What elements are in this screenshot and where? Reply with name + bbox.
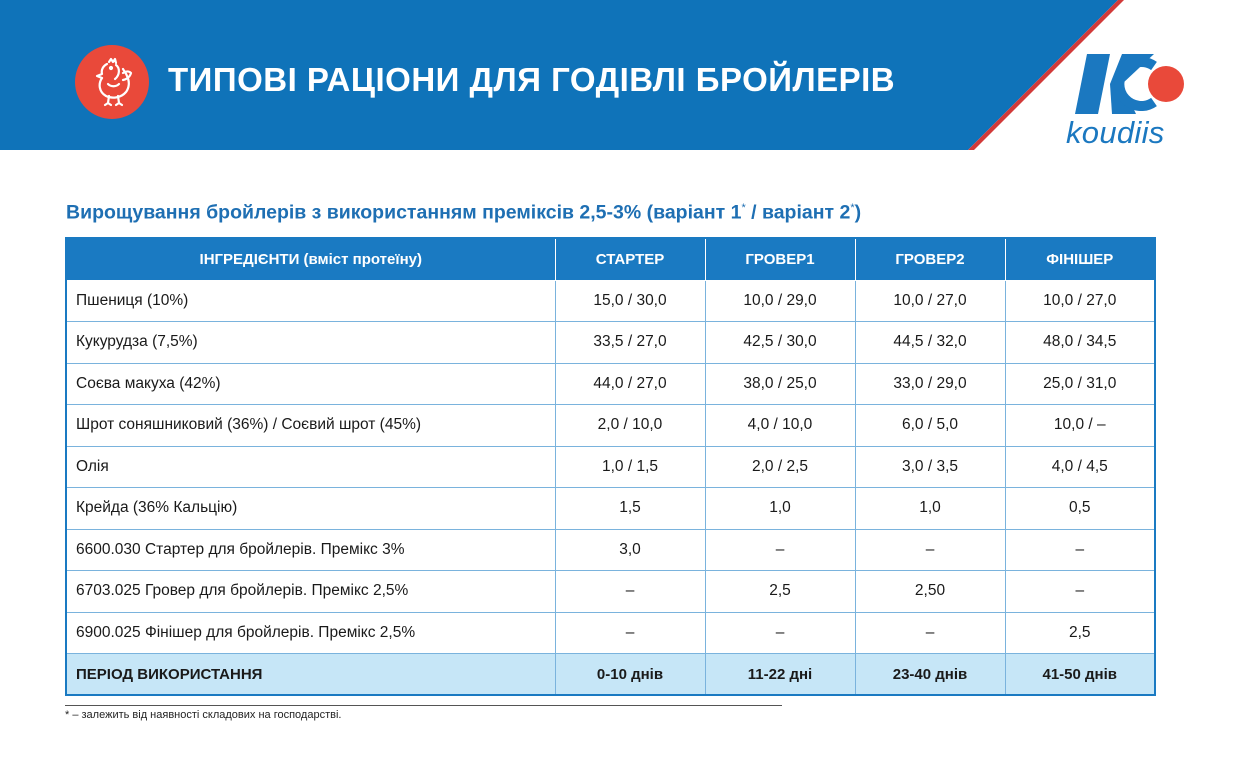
chicken-badge [75, 45, 149, 119]
cell-value: 1,5 [555, 488, 705, 530]
cell-value: – [855, 529, 1005, 571]
cell-value: 2,0 / 10,0 [555, 405, 705, 447]
period-row [66, 654, 1155, 696]
cell-value: 1,0 [855, 488, 1005, 530]
cell-value: 44,5 / 32,0 [855, 322, 1005, 364]
cell-value: 33,0 / 29,0 [855, 363, 1005, 405]
subtitle-text: Вирощування бройлерів з використанням преміксів 2,5-3% (варіант 1 [66, 201, 742, 224]
cell-value: 10,0 / 27,0 [855, 280, 1005, 322]
table-header-row [66, 238, 1155, 280]
table-row [66, 529, 1155, 571]
cell-value: 42,5 / 30,0 [705, 322, 855, 364]
header-starter: СТАРТЕР [555, 238, 705, 280]
ingredient-name: Соєва макуха (42%) [66, 363, 555, 405]
cell-value: – [1005, 529, 1155, 571]
ingredient-name: Пшениця (10%) [66, 280, 555, 322]
footnote: * – залежить від наявності складових на господарстві. [65, 709, 342, 721]
cell-value: 4,0 / 10,0 [705, 405, 855, 447]
cell-value: 2,0 / 2,5 [705, 446, 855, 488]
ingredient-name: 6600.030 Стартер для бройлерів. Премікс 3% [66, 529, 555, 571]
table-row [66, 363, 1155, 405]
page-title: ТИПОВІ РАЦІОНИ ДЛЯ ГОДІВЛІ БРОЙЛЕРІВ [168, 61, 896, 98]
period-starter: 0-10 днів [555, 654, 705, 696]
table-row [66, 488, 1155, 530]
cell-value: 38,0 / 25,0 [705, 363, 855, 405]
cell-value: 10,0 / 27,0 [1005, 280, 1155, 322]
ingredient-name: 6703.025 Гровер для бройлерів. Премікс 2,5% [66, 571, 555, 613]
subtitle-asterisk: * [741, 202, 746, 214]
table-row [66, 322, 1155, 364]
cell-value: 0,5 [1005, 488, 1155, 530]
footnote-divider [65, 705, 782, 706]
cell-value: 10,0 / – [1005, 405, 1155, 447]
cell-value: 3,0 [555, 529, 705, 571]
ingredient-name: Шрот соняшниковий (36%) / Соєвий шрот (45%) [66, 405, 555, 447]
cell-value: 2,5 [705, 571, 855, 613]
chicken-icon [89, 56, 135, 108]
header-grower1: ГРОВЕР1 [705, 238, 855, 280]
table-row [66, 405, 1155, 447]
cell-value: 25,0 / 31,0 [1005, 363, 1155, 405]
cell-value: 2,50 [855, 571, 1005, 613]
logo-text: koudiis [1066, 115, 1165, 150]
subtitle-asterisk: * [850, 202, 855, 214]
cell-value: – [555, 571, 705, 613]
table-row [66, 612, 1155, 654]
cell-value: 1,0 / 1,5 [555, 446, 705, 488]
cell-value: – [555, 612, 705, 654]
ingredient-name: Крейда (36% Кальцію) [66, 488, 555, 530]
table-row [66, 446, 1155, 488]
cell-value: 4,0 / 4,5 [1005, 446, 1155, 488]
cell-value: – [1005, 571, 1155, 613]
table-row [66, 571, 1155, 613]
subtitle-end: ) [854, 201, 862, 224]
cell-value: 2,5 [1005, 612, 1155, 654]
period-grower2: 23-40 днів [855, 654, 1005, 696]
period-grower1: 11-22 дні [705, 654, 855, 696]
ingredient-name: Олія [66, 446, 555, 488]
cell-value: 10,0 / 29,0 [705, 280, 855, 322]
ingredient-name: Кукурудза (7,5%) [66, 322, 555, 364]
header-ingredients: ІНГРЕДІЄНТИ (вміст протеїну) [66, 238, 555, 280]
table-row [66, 280, 1155, 322]
cell-value: 48,0 / 34,5 [1005, 322, 1155, 364]
cell-value: – [705, 612, 855, 654]
period-label: ПЕРІОД ВИКОРИСТАННЯ [66, 654, 555, 696]
cell-value: 33,5 / 27,0 [555, 322, 705, 364]
section-subtitle [66, 196, 861, 225]
cell-value: 15,0 / 30,0 [555, 280, 705, 322]
cell-value: 6,0 / 5,0 [855, 405, 1005, 447]
cell-value: 3,0 / 3,5 [855, 446, 1005, 488]
cell-value: 44,0 / 27,0 [555, 363, 705, 405]
period-finisher: 41-50 днів [1005, 654, 1155, 696]
ingredient-name: 6900.025 Фінішер для бройлерів. Премікс 2,5% [66, 612, 555, 654]
ration-table [65, 237, 1156, 696]
header-finisher: ФІНІШЕР [1005, 238, 1155, 280]
cell-value: – [855, 612, 1005, 654]
header-grower2: ГРОВЕР2 [855, 238, 1005, 280]
subtitle-mid: / варіант 2 [745, 201, 851, 224]
cell-value: 1,0 [705, 488, 855, 530]
cell-value: – [705, 529, 855, 571]
